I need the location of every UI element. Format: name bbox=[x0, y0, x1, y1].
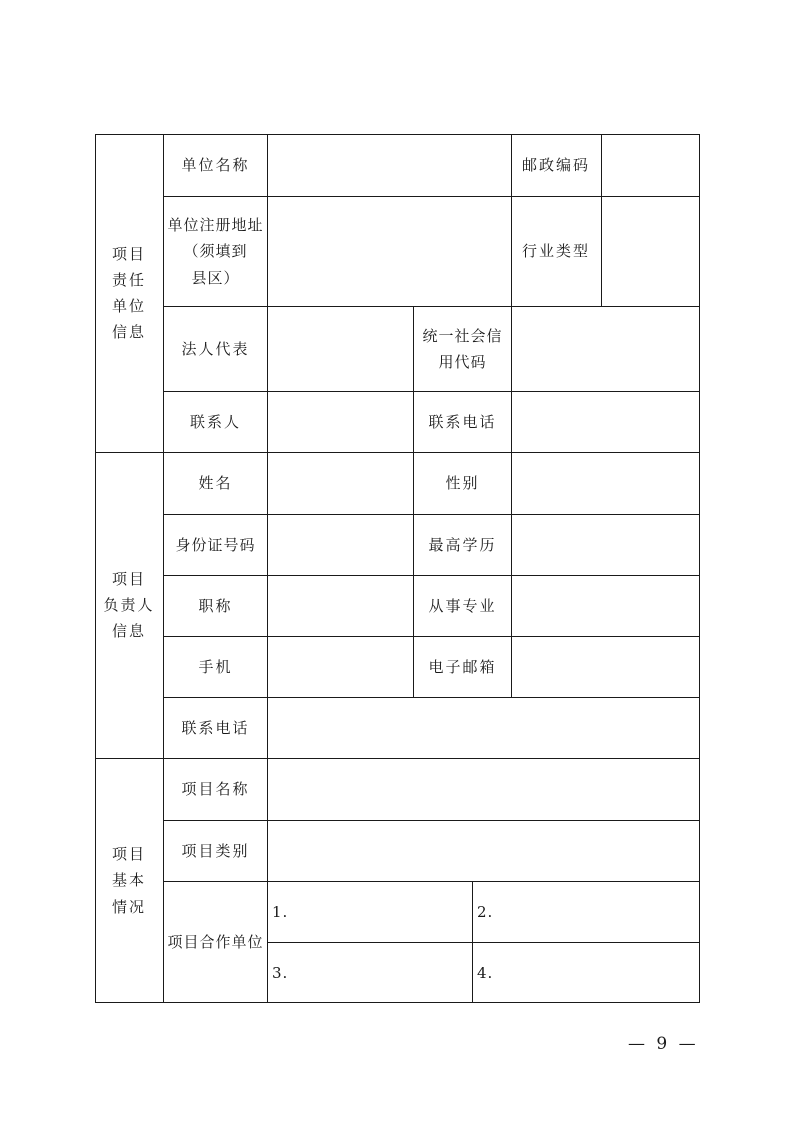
label-contact-person: 联系人 bbox=[189, 412, 241, 431]
label-unit-name: 单位名称 bbox=[181, 155, 250, 174]
section-label-leader-info: 项目 负责人 信息 bbox=[103, 569, 155, 641]
field-name[interactable] bbox=[268, 453, 413, 514]
field-education[interactable] bbox=[512, 515, 700, 575]
label-name: 姓名 bbox=[198, 474, 233, 493]
field-major[interactable] bbox=[512, 576, 700, 636]
field-unit-address[interactable] bbox=[268, 197, 511, 306]
label-postal-code: 邮政编码 bbox=[521, 155, 590, 174]
label-major: 从事专业 bbox=[428, 596, 497, 615]
section-label-basic-info: 项目 基本 情况 bbox=[111, 845, 146, 916]
field-email[interactable] bbox=[512, 637, 700, 697]
label-email: 电子邮箱 bbox=[428, 657, 497, 676]
field-partner-4[interactable]: 4. bbox=[477, 963, 494, 982]
field-leader-contact-phone[interactable] bbox=[268, 698, 700, 758]
field-project-category[interactable] bbox=[268, 821, 700, 881]
field-title[interactable] bbox=[268, 576, 413, 636]
field-contact-person[interactable] bbox=[268, 392, 413, 452]
field-credit-code[interactable] bbox=[512, 307, 700, 391]
field-unit-contact-phone[interactable] bbox=[512, 392, 700, 452]
label-project-name: 项目名称 bbox=[181, 780, 250, 799]
field-legal-rep[interactable] bbox=[268, 307, 413, 391]
label-credit-code: 统一社会信 用代码 bbox=[422, 326, 503, 371]
label-unit-contact-phone: 联系电话 bbox=[428, 412, 497, 431]
field-partner-2[interactable]: 2. bbox=[477, 902, 494, 921]
label-unit-address: 单位注册地址 （须填到 县区） bbox=[167, 216, 264, 287]
label-title: 职称 bbox=[198, 596, 233, 615]
label-id-number: 身份证号码 bbox=[175, 535, 256, 554]
field-postal-code[interactable] bbox=[602, 134, 700, 196]
label-legal-rep: 法人代表 bbox=[181, 339, 250, 358]
field-partner-3[interactable]: 3. bbox=[272, 963, 289, 982]
label-project-category: 项目类别 bbox=[181, 841, 250, 860]
page-number: — 9 — bbox=[628, 1034, 699, 1054]
field-industry-type[interactable] bbox=[602, 197, 700, 306]
label-mobile: 手机 bbox=[198, 657, 233, 676]
label-education: 最高学历 bbox=[428, 535, 497, 554]
field-partner-1[interactable]: 1. bbox=[272, 902, 289, 921]
field-gender[interactable] bbox=[512, 453, 700, 514]
field-mobile[interactable] bbox=[268, 637, 413, 697]
section-label-unit-info: 项目 责任 单位 信息 bbox=[111, 244, 146, 342]
label-leader-contact-phone: 联系电话 bbox=[181, 718, 250, 737]
field-unit-name[interactable] bbox=[268, 134, 511, 196]
field-project-name[interactable] bbox=[268, 759, 700, 820]
label-industry-type: 行业类型 bbox=[521, 242, 590, 261]
label-gender: 性别 bbox=[445, 474, 480, 493]
field-id-number[interactable] bbox=[268, 515, 413, 575]
label-partner-units: 项目合作单位 bbox=[167, 933, 264, 952]
